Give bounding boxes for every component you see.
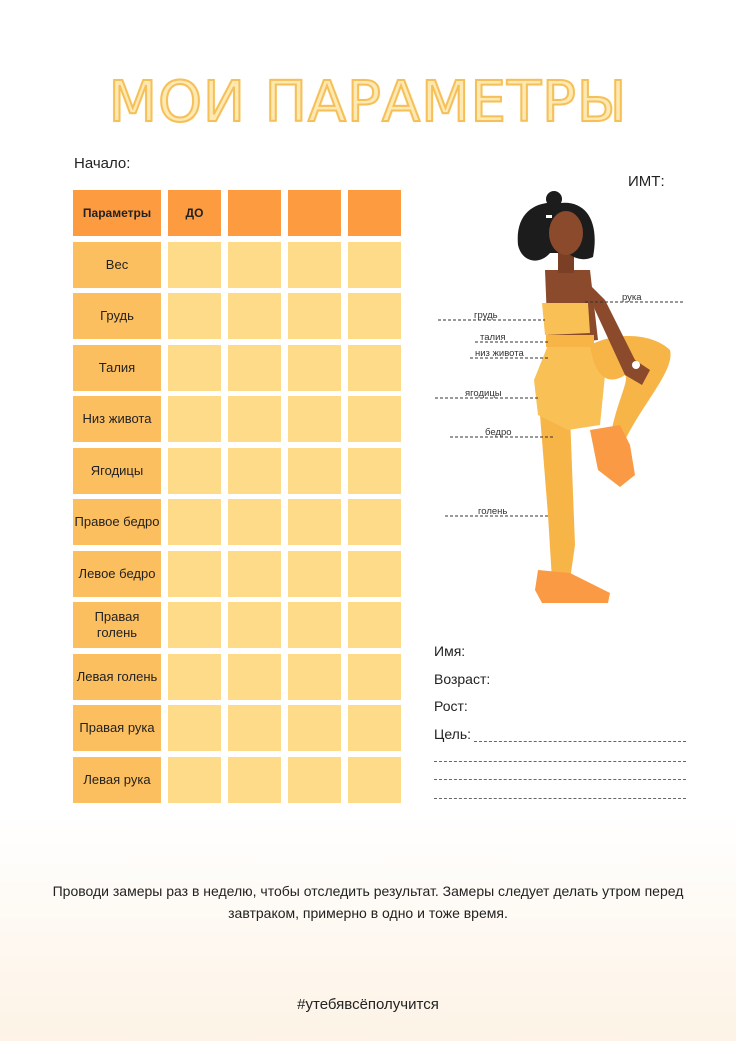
- measurement-cell[interactable]: [228, 757, 281, 803]
- goal-line-1: [474, 741, 686, 742]
- row-label: Левое бедро: [73, 551, 161, 597]
- label-glutes: ягодицы: [465, 388, 502, 399]
- measurement-cell[interactable]: [348, 757, 401, 803]
- measurement-cell[interactable]: [168, 499, 221, 545]
- measurement-cell[interactable]: [288, 448, 341, 494]
- header-parameters: Параметры: [73, 190, 161, 236]
- measurement-cell[interactable]: [228, 396, 281, 442]
- instructions-note: Проводи замеры раз в неделю, чтобы отследить результат. Замеры следует делать утром перед завтраком, примерно в одно и тоже время.: [52, 883, 684, 921]
- measurement-cell[interactable]: [348, 345, 401, 391]
- name-label: Имя:: [434, 643, 466, 659]
- measurement-cell[interactable]: [348, 602, 401, 648]
- header-col-3: [288, 190, 341, 236]
- label-arm: рука: [622, 292, 642, 303]
- measurement-cell[interactable]: [228, 448, 281, 494]
- row-label: Правая голень: [73, 602, 161, 648]
- measurement-cell[interactable]: [288, 705, 341, 751]
- row-label: Правое бедро: [73, 499, 161, 545]
- row-label: Правая рука: [73, 705, 161, 751]
- measurement-cell[interactable]: [288, 499, 341, 545]
- label-lower-belly: низ живота: [475, 348, 524, 359]
- measurement-cell[interactable]: [228, 242, 281, 288]
- raised-shoe: [590, 425, 635, 487]
- start-date-label: Начало:: [74, 155, 131, 172]
- measurement-cell[interactable]: [168, 757, 221, 803]
- measurement-cell[interactable]: [348, 242, 401, 288]
- measurement-cell[interactable]: [348, 396, 401, 442]
- age-label: Возраст:: [434, 671, 491, 687]
- measurement-cell[interactable]: [288, 293, 341, 339]
- label-shin: голень: [478, 506, 508, 517]
- label-chest: грудь: [474, 310, 498, 321]
- measurement-cell[interactable]: [288, 242, 341, 288]
- measurement-cell[interactable]: [348, 293, 401, 339]
- page-title: МОИ ПАРАМЕТРЫ: [108, 70, 628, 135]
- neck: [558, 253, 574, 273]
- row-label: Левая рука: [73, 757, 161, 803]
- measurement-cell[interactable]: [168, 345, 221, 391]
- measurement-cell[interactable]: [348, 551, 401, 597]
- measurement-cell[interactable]: [348, 654, 401, 700]
- hair-bun: [546, 191, 562, 207]
- standing-leg: [540, 415, 575, 580]
- label-waist: талия: [480, 332, 506, 343]
- measurement-cell[interactable]: [288, 551, 341, 597]
- measurement-cell[interactable]: [288, 396, 341, 442]
- watch: [632, 361, 640, 369]
- height-label: Рост:: [434, 698, 468, 714]
- measurement-cell[interactable]: [228, 551, 281, 597]
- face: [549, 211, 583, 255]
- measurement-cell[interactable]: [288, 602, 341, 648]
- measurement-cell[interactable]: [348, 448, 401, 494]
- hashtag: #утебявсёполучится: [297, 996, 439, 1013]
- row-label: Низ живота: [73, 396, 161, 442]
- measurement-cell[interactable]: [288, 654, 341, 700]
- measurement-cell[interactable]: [168, 654, 221, 700]
- measurement-cell[interactable]: [168, 551, 221, 597]
- waistband: [546, 335, 594, 347]
- header-col-1: ДО: [168, 190, 221, 236]
- standing-shoe: [535, 570, 610, 603]
- header-col-4: [348, 190, 401, 236]
- measurement-cell[interactable]: [168, 293, 221, 339]
- measurement-cell[interactable]: [228, 654, 281, 700]
- label-thigh: бедро: [485, 427, 512, 438]
- measurement-cell[interactable]: [168, 602, 221, 648]
- goal-line-4: [434, 798, 686, 799]
- header-col-2: [228, 190, 281, 236]
- goal-line-3: [434, 779, 686, 780]
- measurement-cell[interactable]: [168, 705, 221, 751]
- measurement-cell[interactable]: [288, 345, 341, 391]
- measurement-cell[interactable]: [288, 757, 341, 803]
- goal-label: Цель:: [434, 726, 472, 742]
- measurement-cell[interactable]: [228, 293, 281, 339]
- measurement-cell[interactable]: [228, 705, 281, 751]
- row-label: Вес: [73, 242, 161, 288]
- measurement-cell[interactable]: [228, 602, 281, 648]
- bmi-label: ИМТ:: [628, 173, 665, 190]
- hair-clip: [546, 215, 552, 218]
- row-label: Грудь: [73, 293, 161, 339]
- sports-top: [542, 303, 590, 335]
- measurement-cell[interactable]: [348, 705, 401, 751]
- measurement-cell[interactable]: [168, 242, 221, 288]
- measurement-cell[interactable]: [228, 499, 281, 545]
- row-label: Левая голень: [73, 654, 161, 700]
- woman-illustration: [430, 185, 730, 615]
- measurement-cell[interactable]: [168, 396, 221, 442]
- measurement-cell[interactable]: [228, 345, 281, 391]
- goal-line-2: [434, 761, 686, 762]
- row-label: Ягодицы: [73, 448, 161, 494]
- row-label: Талия: [73, 345, 161, 391]
- measurement-cell[interactable]: [168, 448, 221, 494]
- measurement-cell[interactable]: [348, 499, 401, 545]
